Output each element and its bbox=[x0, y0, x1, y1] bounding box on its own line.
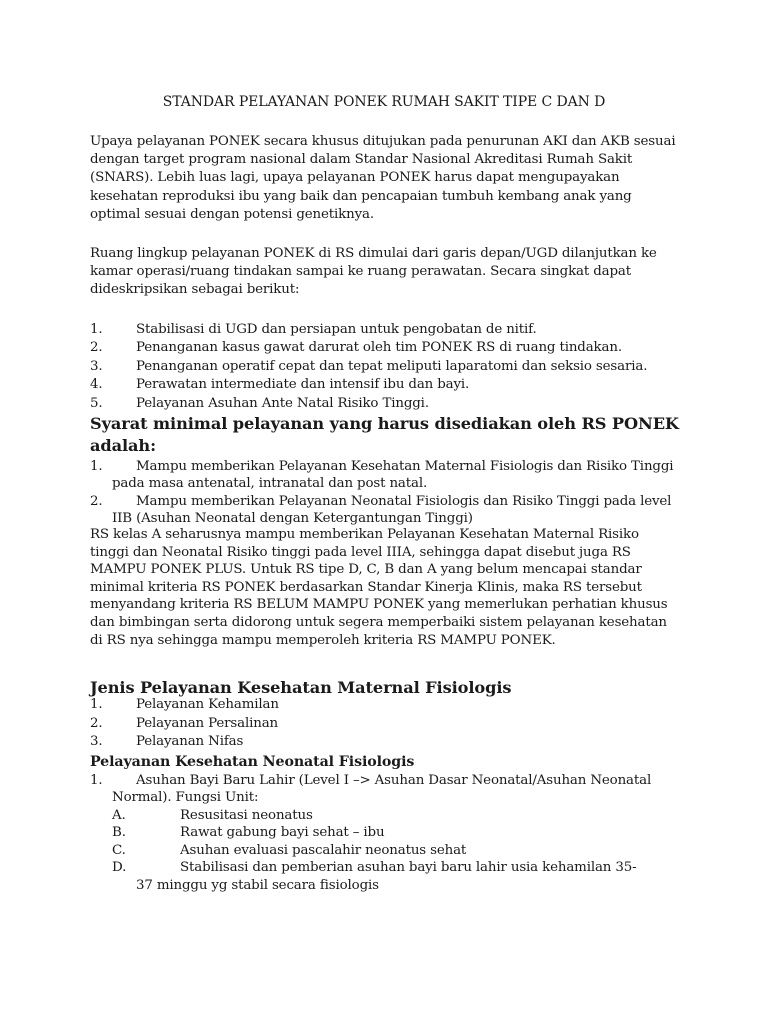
list-number: 5. bbox=[90, 395, 103, 411]
list-letter: B. bbox=[112, 825, 126, 841]
list-number: 2. bbox=[90, 494, 103, 509]
list-text: Mampu memberikan Pelayanan Kesehatan Maternal Fisiologis dan Risiko Tinggi bbox=[136, 459, 674, 474]
list-letter: C. bbox=[112, 842, 126, 858]
list-text-continuation: pada masa antenatal, intranatal dan post natal. bbox=[112, 476, 428, 491]
heading-requirements bbox=[90, 413, 679, 457]
list-text: Perawatan intermediate dan intensif ibu dan bayi. bbox=[136, 377, 470, 393]
list-number: 1. bbox=[90, 322, 103, 337]
list-text: Stabilisasi di UGD dan persiapan untuk pengobatan de nitif. bbox=[136, 322, 537, 337]
list-letter: D. bbox=[112, 860, 127, 876]
paragraph-line: menyandang kriteria RS BELUM MAMPU PONEK yang memerlukan perhatian khusus bbox=[90, 597, 668, 613]
paragraph-line: Ruang lingkup pelayanan PONEK di RS dimulai dari garis depan/UGD dilanjutkan ke bbox=[90, 246, 657, 261]
list-number: 1. bbox=[90, 459, 103, 474]
paragraph-scope bbox=[90, 245, 690, 300]
paragraph-line: RS kelas A seharusnya mampu memberikan Pelayanan Kesehatan Maternal Risiko bbox=[90, 527, 639, 542]
heading-line: Syarat minimal pelayanan yang harus disediakan oleh RS PONEK bbox=[90, 414, 679, 433]
list-text: Pelayanan Persalinan bbox=[136, 715, 279, 731]
list-text-continuation: 37 minggu yg stabil secara fisiologis bbox=[136, 878, 379, 894]
heading-line: adalah: bbox=[90, 436, 156, 455]
paragraph-line: minimal kriteria RS PONEK berdasarkan Standar Kinerja Klinis, maka RS tersebut bbox=[90, 579, 642, 595]
paragraph-intro bbox=[90, 133, 690, 224]
document-title: STANDAR PELAYANAN PONEK RUMAH SAKIT TIPE C DAN D bbox=[162, 94, 606, 110]
list-number: 2. bbox=[90, 715, 103, 731]
paragraph-line: kamar operasi/ruang tindakan sampai ke ruang perawatan. Secara singkat dapat bbox=[90, 264, 631, 280]
paragraph-line: Upaya pelayanan PONEK secara khusus ditujukan pada penurunan AKI dan AKB sesuai bbox=[90, 134, 676, 149]
paragraph-line: dideskripsikan sebagai berikut: bbox=[90, 282, 300, 298]
list-text: Pelayanan Kehamilan bbox=[136, 697, 279, 712]
list-number: 4. bbox=[90, 377, 103, 393]
list-text: Resusitasi neonatus bbox=[180, 808, 313, 823]
paragraph-line: (SNARS). Lebih luas lagi, upaya pelayanan PONEK harus dapat mengupayakan bbox=[90, 170, 620, 186]
paragraph-line: kesehatan reproduksi ibu yang baik dan pencapaian tumbuh kembang anak yang bbox=[90, 188, 632, 204]
list-text: Asuhan evaluasi pascalahir neonatus sehat bbox=[180, 842, 467, 858]
paragraph-line: dan bimbingan serta didorong untuk segera memperbaiki sistem pelayanan kesehatan bbox=[90, 614, 667, 630]
list-text: Rawat gabung bayi sehat – ibu bbox=[180, 825, 385, 841]
list-text-continuation: IIB (Asuhan Neonatal dengan Ketergantungan Tinggi) bbox=[112, 511, 473, 526]
list-number: 1. bbox=[90, 773, 103, 788]
list-text: Penanganan operatif cepat dan tepat meliputi laparatomi dan seksio sesaria. bbox=[136, 358, 648, 374]
list-number: 1. bbox=[90, 697, 103, 712]
paragraph-line: optimal sesuai dengan potensi genetiknya. bbox=[90, 206, 374, 222]
paragraph-line: di RS nya sehingga mampu memperoleh kriteria RS MAMPU PONEK. bbox=[90, 632, 556, 648]
paragraph-line: tinggi dan Neonatal Risiko tinggi pada level IIIA, sehingga dapat disebut juga RS bbox=[90, 544, 631, 560]
list-text: Mampu memberikan Pelayanan Neonatal Fisiologis dan Risiko Tinggi pada level bbox=[136, 494, 672, 509]
list-number: 2. bbox=[90, 340, 103, 356]
list-number: 3. bbox=[90, 734, 103, 750]
list-text: Asuhan Bayi Baru Lahir (Level I –> Asuhan Dasar Neonatal/Asuhan Neonatal bbox=[136, 773, 652, 788]
list-text: Stabilisasi dan pemberian asuhan bayi baru lahir usia kehamilan 35- bbox=[180, 860, 637, 876]
list-letter: A. bbox=[112, 808, 126, 823]
heading-maternal: Jenis Pelayanan Kesehatan Maternal Fisiologis bbox=[90, 678, 512, 697]
list-text: Pelayanan Asuhan Ante Natal Risiko Tinggi. bbox=[136, 395, 429, 411]
list-text: Pelayanan Nifas bbox=[136, 734, 244, 750]
list-number: 3. bbox=[90, 358, 103, 374]
heading-neonatal: Pelayanan Kesehatan Neonatal Fisiologis bbox=[90, 754, 415, 770]
list-text: Penanganan kasus gawat darurat oleh tim PONEK RS di ruang tindakan. bbox=[136, 340, 622, 356]
paragraph-line: dengan target program nasional dalam Standar Nasional Akreditasi Rumah Sakit bbox=[90, 152, 633, 168]
list-text-continuation: Normal). Fungsi Unit: bbox=[112, 790, 259, 805]
paragraph-classification bbox=[90, 526, 690, 649]
paragraph-line: MAMPU PONEK PLUS. Untuk RS tipe D, C, B dan A yang belum mencapai standar bbox=[90, 562, 642, 578]
